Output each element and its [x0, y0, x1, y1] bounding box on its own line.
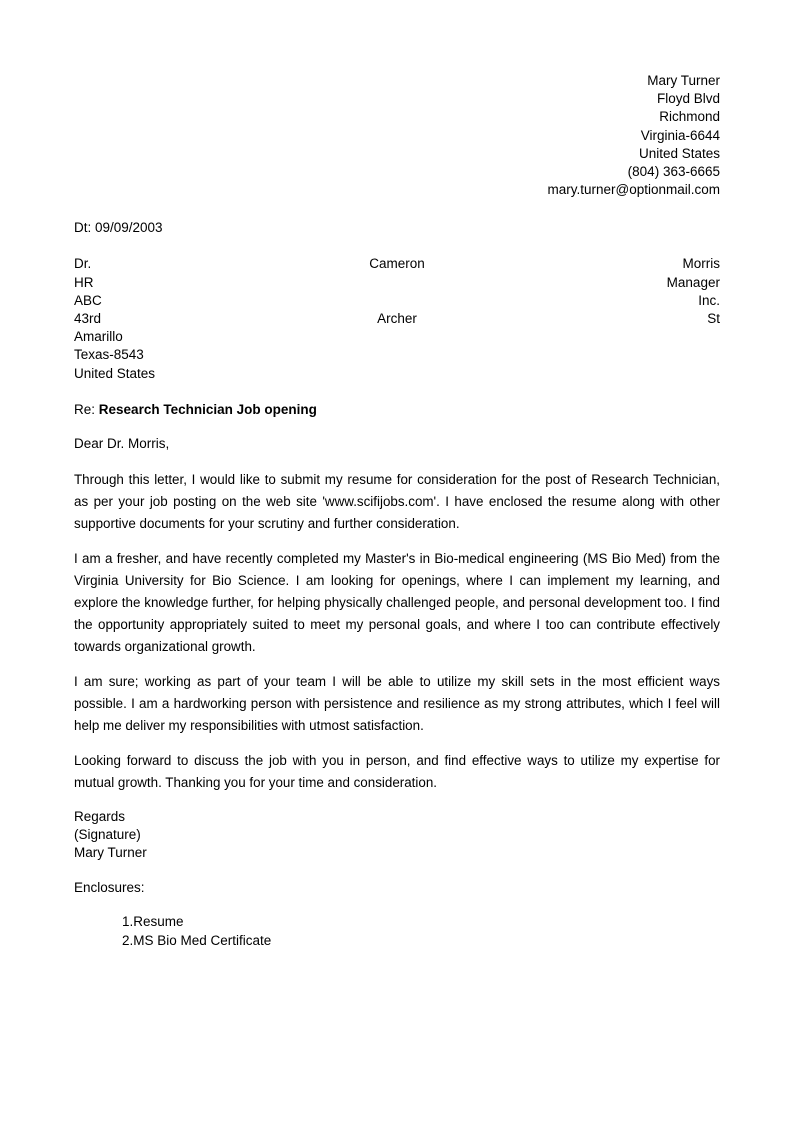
recipient-row — [74, 255, 720, 273]
subject-text: Research Technician Job opening — [98, 401, 317, 417]
body-paragraph: Looking forward to discuss the job with you in person, and find effective ways to utilize my expertise for mutual growth. Thanking you for your time and consideration. — [74, 752, 720, 790]
recipient-row — [74, 365, 720, 383]
body-paragraph: I am sure; working as part of your team I will be able to utilize my skill sets in the most efficient ways possible. I am a hardworking person with persistence and resilience as my strong attributes, which I feel will help me deliver my responsibilities with utmost satisfaction. — [74, 673, 720, 733]
sender-street: Floyd Blvd — [656, 91, 720, 107]
body-paragraph: I am a fresher, and have recently completed my Master's in Bio-medical engineering (MS Bio Med) from the Virginia University for Bio Science. I am looking for openings, where I can implement my learning, and explore the knowledge further, for helping physically challenged people, and personal development too. I find the opportunity appropriately suited to meet my personal goals, and where I too can contribute effectively towards organizational growth. — [74, 550, 720, 654]
recipient-city: Amarillo — [74, 329, 123, 345]
sender-email: mary.turner@optionmail.com — [547, 182, 720, 198]
sender-address-block — [74, 72, 720, 199]
body-paragraph: Through this letter, I would like to submit my resume for consideration for the post of Research Technician, as per your job posting on the web site 'www.scifijobs.com'. I have enclosed the resume along with other supportive documents for your scrutiny and further consideration. — [74, 471, 720, 531]
recipient-street-name: Archer — [377, 311, 417, 327]
recipient-role: Manager — [666, 274, 720, 290]
enclosure-item: 2.MS Bio Med Certificate — [122, 932, 272, 948]
recipient-row — [74, 274, 720, 292]
recipient-last-name: Morris — [682, 256, 720, 272]
sender-name: Mary Turner — [647, 73, 720, 88]
enclosures-heading: Enclosures: — [74, 880, 145, 896]
recipient-row-spacer — [294, 274, 501, 292]
sender-phone: (804) 363-6665 — [627, 164, 720, 180]
recipient-row — [74, 328, 720, 346]
recipient-country: United States — [74, 365, 156, 381]
recipient-row-spacer — [294, 292, 501, 310]
enclosure-item: 1.Resume — [122, 914, 184, 930]
recipient-state-zip: Texas-8543 — [74, 347, 144, 363]
letter-date: Dt: 09/09/2003 — [74, 220, 163, 236]
recipient-company-suffix: Inc. — [698, 292, 720, 308]
recipient-company: ABC — [74, 292, 102, 308]
recipient-row — [74, 292, 720, 310]
recipient-street-suffix: St — [707, 311, 720, 327]
recipient-title: Dr. — [74, 256, 92, 272]
recipient-first-name: Cameron — [369, 256, 425, 272]
sender-city: Richmond — [659, 109, 720, 125]
recipient-department: HR — [74, 274, 94, 290]
sender-state-zip: Virginia-6644 — [640, 127, 720, 143]
enclosures-list — [74, 913, 720, 949]
recipient-row — [74, 310, 720, 328]
closing-block — [74, 808, 720, 863]
subject-prefix: Re: — [74, 401, 96, 417]
recipient-address-block — [74, 255, 720, 382]
closing-regards: Regards — [74, 808, 126, 824]
recipient-row — [74, 346, 720, 364]
recipient-street-number: 43rd — [74, 311, 102, 327]
signature-placeholder: (Signature) — [74, 827, 141, 843]
closing-name: Mary Turner — [74, 845, 147, 861]
sender-country: United States — [638, 145, 720, 161]
salutation: Dear Dr. Morris, — [74, 435, 170, 451]
subject-line — [74, 401, 720, 419]
letter-content — [74, 72, 720, 950]
